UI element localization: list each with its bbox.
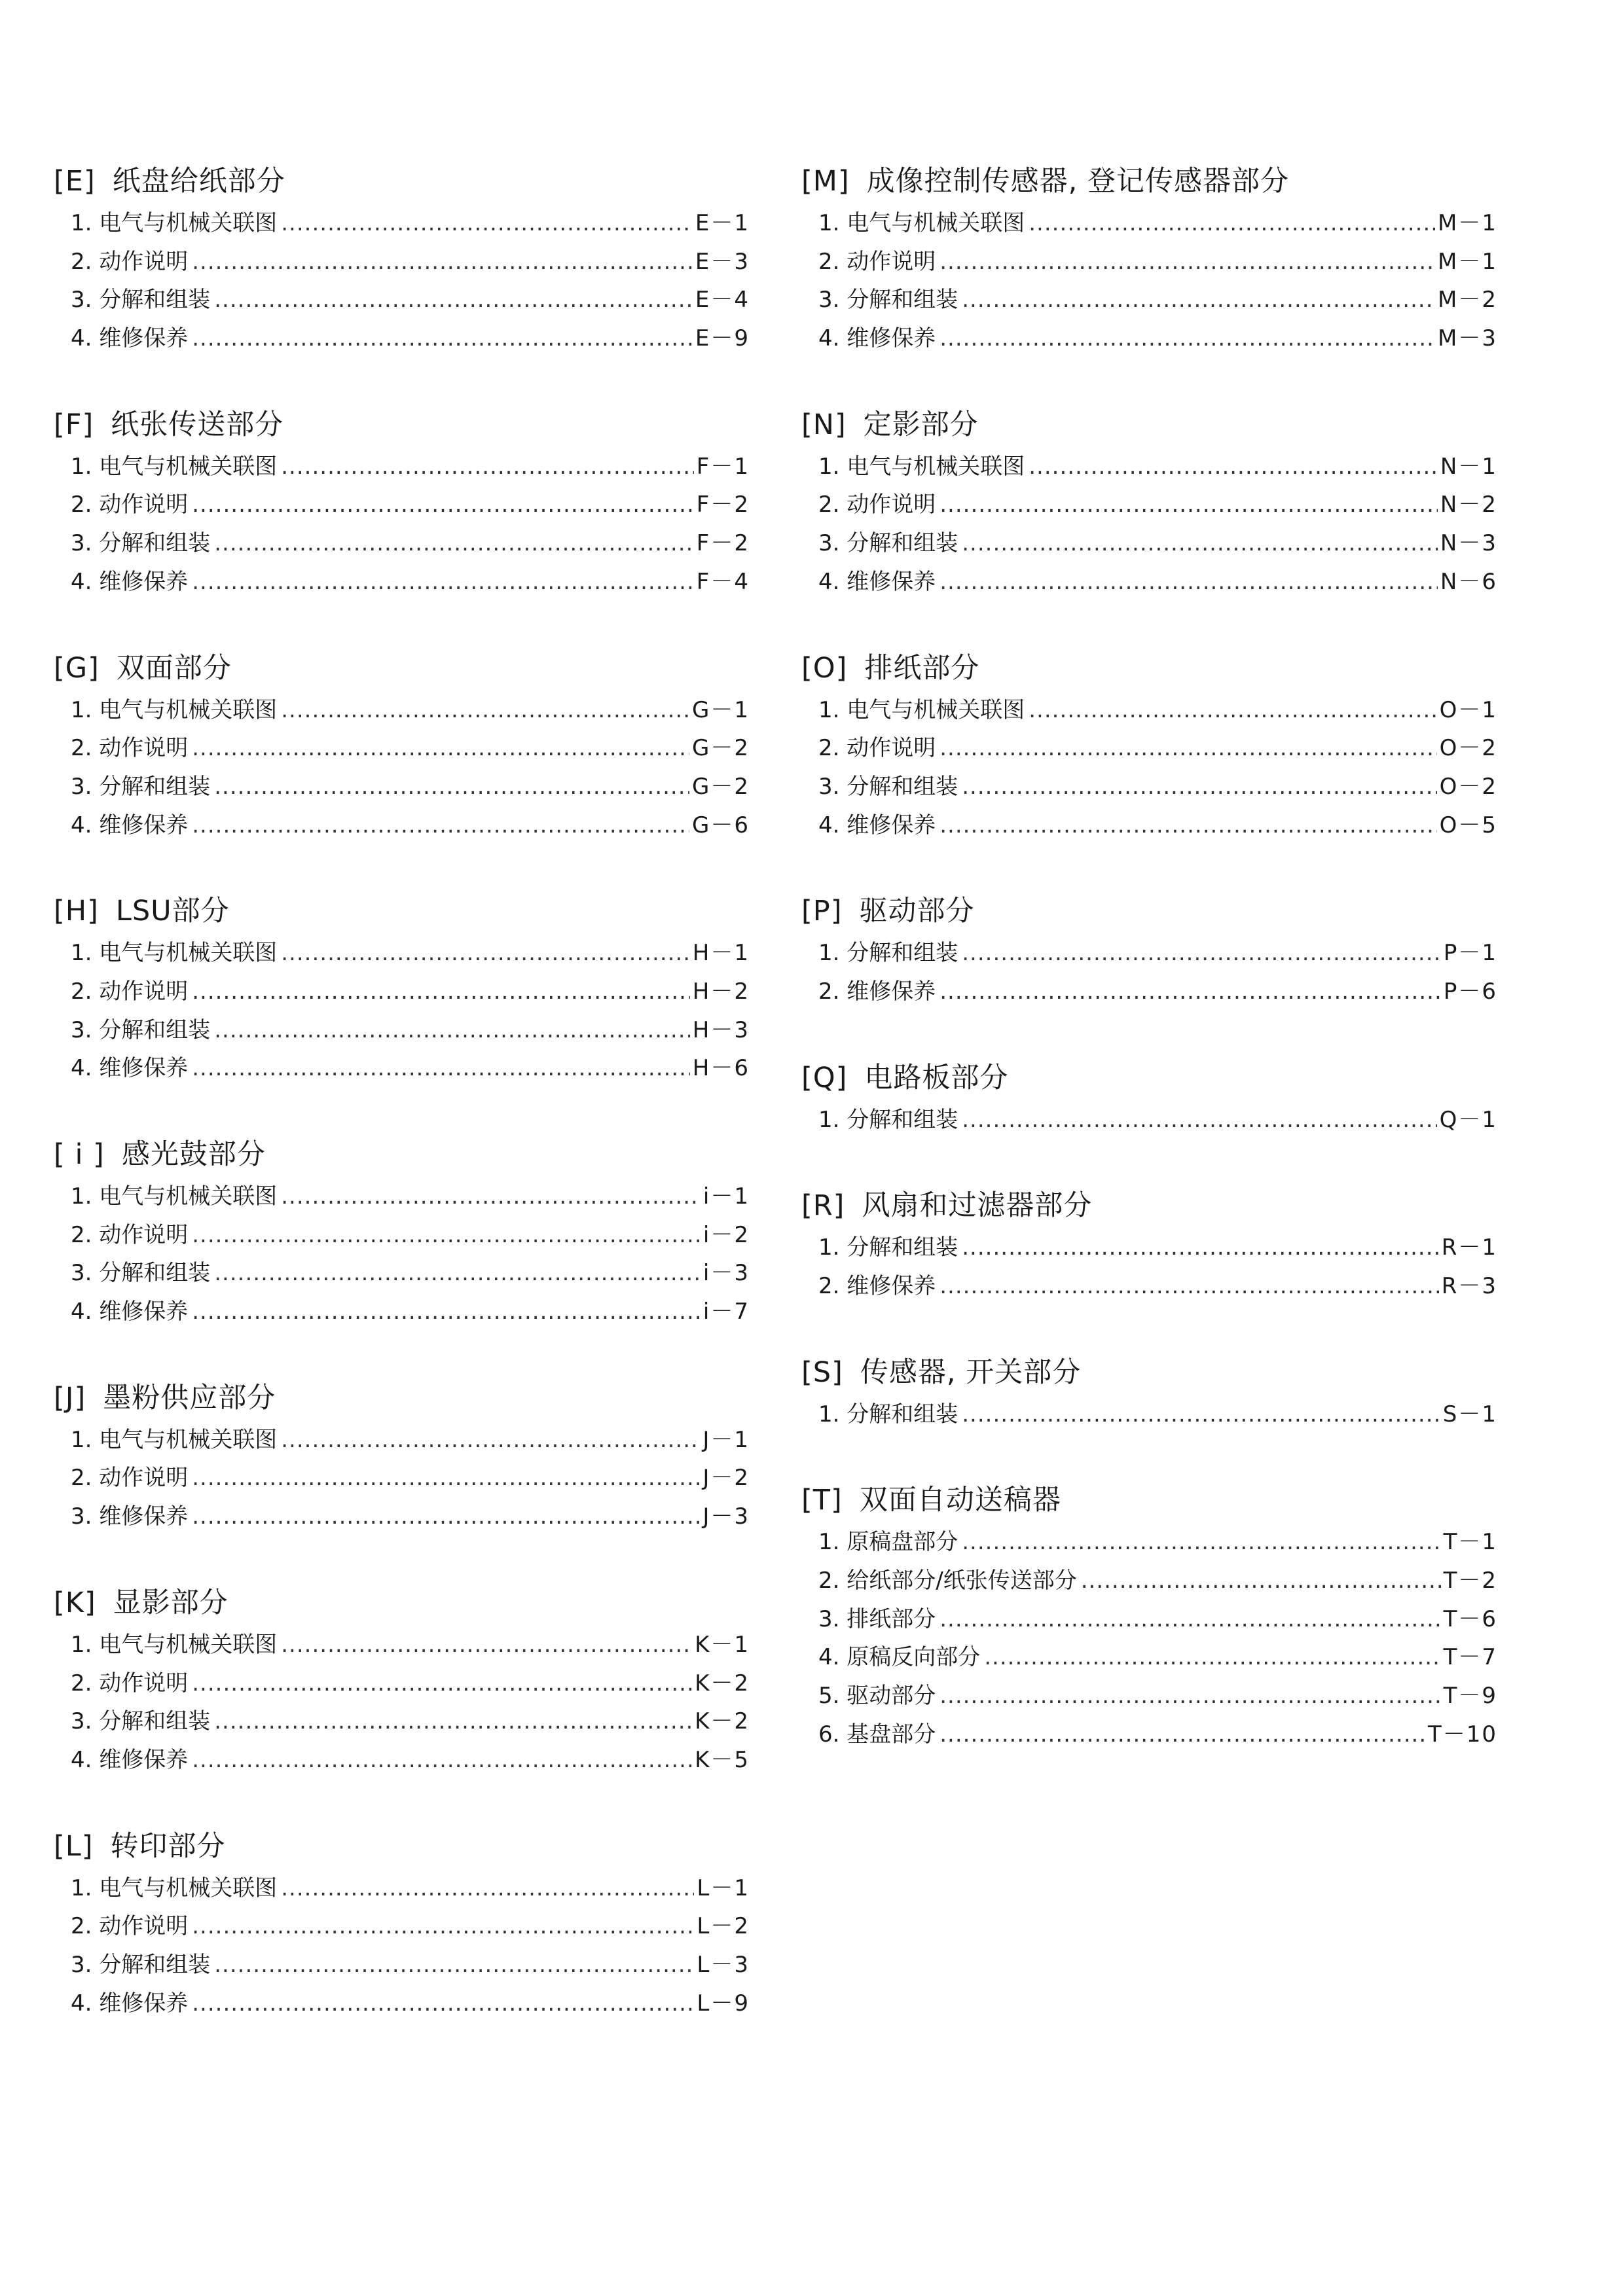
dot-leader — [214, 1254, 701, 1293]
entry-page-number: K－2 — [695, 1708, 750, 1735]
entry-page-number: T－10 — [1427, 1721, 1497, 1748]
toc-entry[interactable] — [54, 1216, 750, 1255]
toc-entry[interactable] — [54, 973, 750, 1011]
entry-page-number: H－6 — [692, 1055, 750, 1082]
entry-page-number: J－3 — [702, 1503, 750, 1530]
entry-page-number: H－3 — [692, 1016, 750, 1043]
entry-page-number: Q－1 — [1439, 1106, 1497, 1133]
toc-entry[interactable] — [54, 204, 750, 243]
toc-section — [801, 1477, 1497, 1753]
toc-entry[interactable] — [54, 1907, 750, 1946]
entry-label: 3. 分解和组装 — [71, 530, 211, 557]
entry-label: 2. 动作说明 — [71, 492, 189, 518]
section-title-text: 驱动部分 — [859, 895, 975, 928]
entry-label: 1. 电气与机械关联图 — [818, 210, 1025, 236]
section-heading — [801, 888, 1497, 934]
toc-entry[interactable] — [54, 1498, 750, 1536]
entry-label: 3. 分解和组装 — [818, 287, 958, 314]
toc-section — [54, 158, 750, 358]
section-code: [Q] — [801, 1061, 848, 1094]
entry-label: 1. 电气与机械关联图 — [818, 453, 1025, 480]
entry-page-number: i－1 — [702, 1183, 750, 1210]
entry-page-number: P－6 — [1443, 978, 1497, 1005]
dot-leader — [281, 1177, 701, 1216]
dot-leader — [192, 1741, 692, 1780]
entry-label: 2. 动作说明 — [818, 735, 936, 762]
toc-entry[interactable] — [54, 1702, 750, 1741]
entry-label: 1. 电气与机械关联图 — [71, 940, 278, 967]
entry-page-number: J－2 — [702, 1465, 750, 1492]
entry-page-number: i－7 — [702, 1299, 750, 1325]
entry-page-number: L－1 — [697, 1874, 750, 1901]
dot-leader — [192, 486, 694, 524]
section-code: [K] — [54, 1586, 96, 1619]
dot-leader — [962, 524, 1438, 563]
toc-entry[interactable] — [801, 934, 1497, 973]
entry-page-number: M－3 — [1438, 325, 1497, 352]
toc-section — [801, 1055, 1497, 1139]
toc-entry[interactable] — [801, 691, 1497, 730]
entry-label: 3. 分解和组装 — [818, 773, 958, 800]
entry-label: 2. 动作说明 — [71, 978, 189, 1005]
section-title-text: 纸张传送部分 — [111, 408, 284, 441]
dot-leader — [939, 319, 1435, 358]
dot-leader — [281, 204, 693, 243]
dot-leader — [192, 1459, 700, 1498]
section-title-text: 感光鼓部分 — [121, 1138, 266, 1171]
toc-section — [801, 158, 1497, 358]
toc-entry[interactable] — [54, 448, 750, 486]
dot-leader — [192, 1907, 694, 1946]
entry-page-number: G－1 — [692, 696, 750, 723]
toc-entry[interactable] — [801, 768, 1497, 806]
entry-label: 2. 给纸部分/纸张传送部分 — [818, 1568, 1077, 1594]
dot-leader — [192, 1216, 701, 1255]
entry-page-number: N－3 — [1440, 530, 1497, 557]
dot-leader — [281, 934, 690, 973]
entry-page-number: G－6 — [692, 812, 750, 838]
entry-label: 1. 分解和组装 — [818, 1401, 958, 1427]
toc-section — [54, 1580, 750, 1780]
section-title-text: 双面自动送稿器 — [859, 1484, 1061, 1517]
section-code: [J] — [54, 1381, 86, 1414]
dot-leader — [281, 1421, 700, 1460]
toc-entry[interactable] — [54, 1459, 750, 1498]
toc-entry[interactable] — [801, 806, 1497, 845]
section-code: [G] — [54, 651, 100, 685]
dot-leader — [962, 1395, 1440, 1434]
dot-leader — [192, 729, 689, 768]
entry-label: 3. 分解和组装 — [71, 1708, 211, 1735]
entry-label: 3. 分解和组装 — [818, 530, 958, 557]
entry-label: 1. 电气与机械关联图 — [71, 696, 278, 723]
entry-page-number: J－1 — [702, 1426, 750, 1453]
entry-page-number: M－2 — [1438, 287, 1497, 314]
entry-label: 2. 动作说明 — [71, 1221, 189, 1248]
dot-leader — [962, 1229, 1438, 1267]
dot-leader — [214, 1011, 690, 1050]
toc-entry[interactable] — [54, 319, 750, 358]
entry-label: 1. 电气与机械关联图 — [71, 210, 278, 236]
toc-entry[interactable] — [54, 1254, 750, 1293]
toc-entry[interactable] — [801, 973, 1497, 1011]
section-heading — [801, 1183, 1497, 1229]
dot-leader — [962, 281, 1435, 319]
entry-page-number: O－5 — [1439, 812, 1497, 838]
toc-entry[interactable] — [801, 563, 1497, 601]
section-code: [L] — [54, 1829, 94, 1863]
toc-section — [54, 1132, 750, 1331]
dot-leader — [1029, 448, 1438, 486]
toc-entry[interactable] — [801, 486, 1497, 524]
entry-label: 2. 动作说明 — [71, 1670, 189, 1696]
entry-page-number: L－2 — [697, 1913, 750, 1940]
section-code: [ i ] — [54, 1138, 105, 1171]
section-title-text: 成像控制传感器, 登记传感器部分 — [866, 165, 1289, 198]
entry-page-number: L－3 — [697, 1951, 750, 1978]
toc-entry[interactable] — [801, 1523, 1497, 1562]
section-code: [H] — [54, 895, 99, 928]
toc-entry[interactable] — [54, 1626, 750, 1664]
dot-leader — [192, 243, 693, 281]
toc-entry[interactable] — [54, 1421, 750, 1460]
toc-entry[interactable] — [54, 1011, 750, 1050]
dot-leader — [214, 1946, 694, 1984]
entry-label: 1. 电气与机械关联图 — [71, 1426, 278, 1453]
toc-entry[interactable] — [54, 1664, 750, 1703]
toc-section — [801, 645, 1497, 845]
entry-page-number: F－2 — [696, 492, 750, 518]
toc-section — [54, 888, 750, 1088]
entry-label: 3. 排纸部分 — [818, 1605, 936, 1632]
entry-label: 3. 分解和组装 — [71, 1260, 211, 1287]
entry-label: 2. 动作说明 — [71, 735, 189, 762]
entry-label: 3. 维修保养 — [71, 1503, 189, 1530]
section-heading — [54, 158, 750, 204]
dot-leader — [984, 1638, 1440, 1677]
dot-leader — [1029, 691, 1436, 730]
dot-leader — [281, 691, 689, 730]
entry-label: 2. 维修保养 — [818, 1273, 936, 1299]
dot-leader — [214, 281, 693, 319]
toc-entry[interactable] — [54, 524, 750, 563]
toc-entry[interactable] — [801, 1562, 1497, 1600]
toc-section — [801, 1183, 1497, 1305]
entry-page-number: T－9 — [1443, 1683, 1497, 1710]
toc-entry[interactable] — [54, 1177, 750, 1216]
dot-leader — [939, 729, 1436, 768]
entry-label: 1. 分解和组装 — [818, 940, 958, 967]
entry-label: 1. 电气与机械关联图 — [818, 696, 1025, 723]
section-title-text: 排纸部分 — [864, 651, 980, 685]
dot-leader — [939, 1715, 1425, 1754]
dot-leader — [192, 319, 693, 358]
entry-page-number: F－2 — [696, 530, 750, 557]
section-heading — [54, 1580, 750, 1626]
entry-label: 6. 基盘部分 — [818, 1721, 936, 1748]
entry-page-number: M－1 — [1438, 210, 1497, 236]
dot-leader — [192, 806, 689, 845]
entry-page-number: O－2 — [1439, 773, 1497, 800]
entry-page-number: E－4 — [695, 287, 750, 314]
toc-entry[interactable] — [54, 1984, 750, 2023]
dot-leader — [192, 1984, 694, 2023]
entry-page-number: O－2 — [1439, 735, 1497, 762]
dot-leader — [962, 768, 1436, 806]
dot-leader — [214, 768, 689, 806]
entry-page-number: T－1 — [1443, 1529, 1497, 1556]
entry-page-number: O－1 — [1439, 696, 1497, 723]
section-code: [P] — [801, 895, 843, 928]
dot-leader — [1081, 1562, 1441, 1600]
section-heading — [801, 1477, 1497, 1523]
section-title-text: 风扇和过滤器部分 — [862, 1189, 1093, 1223]
dot-leader — [962, 1523, 1440, 1562]
entry-label: 4. 维修保养 — [818, 325, 936, 352]
entry-label: 1. 分解和组装 — [818, 1106, 958, 1133]
toc-entry[interactable] — [54, 486, 750, 524]
entry-label: 3. 分解和组装 — [71, 1016, 211, 1043]
entry-label: 3. 分解和组装 — [71, 287, 211, 314]
entry-page-number: E－1 — [695, 210, 750, 236]
entry-label: 4. 原稿反向部分 — [818, 1644, 981, 1671]
toc-right-column — [801, 158, 1497, 1798]
dot-leader — [939, 1677, 1440, 1715]
toc-entry[interactable] — [801, 524, 1497, 563]
toc-left-column — [54, 158, 750, 2066]
entry-label: 2. 动作说明 — [818, 492, 936, 518]
section-heading — [54, 645, 750, 691]
section-title-text: 墨粉供应部分 — [103, 1381, 276, 1414]
dot-leader — [962, 1101, 1436, 1139]
dot-leader — [939, 806, 1436, 845]
section-heading — [54, 1132, 750, 1177]
toc-entry[interactable] — [54, 1946, 750, 1984]
dot-leader — [192, 1498, 700, 1536]
toc-section — [801, 1350, 1497, 1434]
entry-label: 1. 电气与机械关联图 — [71, 1183, 278, 1210]
dot-leader — [1029, 204, 1435, 243]
entry-page-number: K－5 — [695, 1746, 750, 1773]
section-code: [S] — [801, 1355, 843, 1389]
section-code: [M] — [801, 165, 850, 198]
entry-label: 2. 动作说明 — [71, 1465, 189, 1492]
toc-section — [801, 402, 1497, 601]
dot-leader — [939, 1600, 1440, 1639]
entry-label: 4. 维修保养 — [71, 1746, 189, 1773]
section-heading — [801, 1055, 1497, 1101]
entry-label: 4. 维修保养 — [71, 325, 189, 352]
toc-entry[interactable] — [801, 281, 1497, 319]
dot-leader — [281, 1869, 694, 1908]
toc-section — [54, 1375, 750, 1536]
section-title-text: 双面部分 — [116, 651, 232, 685]
entry-page-number: T－7 — [1443, 1644, 1497, 1671]
toc-section — [54, 645, 750, 845]
entry-page-number: F－4 — [696, 568, 750, 595]
dot-leader — [214, 524, 694, 563]
toc-entry[interactable] — [801, 729, 1497, 768]
dot-leader — [939, 1267, 1438, 1306]
section-heading — [54, 402, 750, 448]
toc-entry[interactable] — [54, 691, 750, 730]
toc-entry[interactable] — [54, 934, 750, 973]
section-heading — [54, 888, 750, 934]
section-title-text: 转印部分 — [110, 1829, 226, 1863]
entry-label: 1. 原稿盘部分 — [818, 1529, 958, 1556]
section-title-text: 显影部分 — [113, 1586, 228, 1619]
entry-page-number: M－1 — [1438, 248, 1497, 275]
toc-entry[interactable] — [54, 1869, 750, 1908]
dot-leader — [192, 973, 690, 1011]
toc-entry[interactable] — [801, 243, 1497, 281]
toc-entry[interactable] — [801, 319, 1497, 358]
entry-label: 4. 维修保养 — [71, 568, 189, 595]
entry-page-number: E－3 — [695, 248, 750, 275]
toc-section — [54, 1823, 750, 2023]
entry-label: 2. 动作说明 — [71, 248, 189, 275]
entry-page-number: H－1 — [692, 940, 750, 967]
toc-entry[interactable] — [54, 1293, 750, 1331]
section-heading — [54, 1823, 750, 1869]
entry-label: 1. 分解和组装 — [818, 1234, 958, 1261]
entry-page-number: R－1 — [1441, 1234, 1497, 1261]
entry-label: 2. 维修保养 — [818, 978, 936, 1005]
section-code: [R] — [801, 1189, 845, 1223]
entry-page-number: i－2 — [702, 1221, 750, 1248]
toc-section — [54, 402, 750, 601]
entry-label: 4. 维修保养 — [71, 1990, 189, 2017]
entry-page-number: T－2 — [1443, 1568, 1497, 1594]
toc-section — [801, 888, 1497, 1011]
entry-page-number: F－1 — [696, 453, 750, 480]
entry-page-number: K－2 — [695, 1670, 750, 1696]
section-code: [T] — [801, 1484, 843, 1517]
dot-leader — [281, 1626, 692, 1664]
toc-entry[interactable] — [54, 768, 750, 806]
entry-label: 4. 维修保养 — [818, 568, 936, 595]
section-title-text: 传感器, 开关部分 — [860, 1355, 1082, 1389]
entry-page-number: T－6 — [1443, 1605, 1497, 1632]
toc-entry[interactable] — [801, 1600, 1497, 1639]
section-code: [O] — [801, 651, 848, 685]
dot-leader — [281, 448, 694, 486]
dot-leader — [192, 563, 694, 601]
toc-entry[interactable] — [54, 243, 750, 281]
toc-entry[interactable] — [801, 1638, 1497, 1677]
entry-label: 4. 维修保养 — [71, 812, 189, 838]
entry-label: 2. 动作说明 — [818, 248, 936, 275]
section-title-text: 纸盘给纸部分 — [112, 165, 285, 198]
entry-label: 4. 维修保养 — [71, 1055, 189, 1082]
toc-entry[interactable] — [54, 281, 750, 319]
dot-leader — [939, 563, 1438, 601]
section-code: [E] — [54, 165, 96, 198]
section-heading — [801, 645, 1497, 691]
dot-leader — [192, 1293, 701, 1331]
entry-label: 5. 驱动部分 — [818, 1683, 936, 1710]
toc-entry[interactable] — [54, 729, 750, 768]
toc-entry[interactable] — [801, 204, 1497, 243]
toc-entry[interactable] — [54, 806, 750, 845]
toc-entry[interactable] — [54, 1049, 750, 1088]
entry-label: 1. 电气与机械关联图 — [71, 1631, 278, 1658]
entry-page-number: H－2 — [692, 978, 750, 1005]
entry-page-number: P－1 — [1443, 940, 1497, 967]
toc-entry[interactable] — [801, 1101, 1497, 1139]
entry-label: 3. 分解和组装 — [71, 773, 211, 800]
dot-leader — [939, 243, 1435, 281]
section-heading — [801, 1350, 1497, 1395]
toc-entry[interactable] — [801, 1715, 1497, 1754]
entry-page-number: S－1 — [1442, 1401, 1497, 1427]
entry-page-number: E－9 — [695, 325, 750, 352]
dot-leader — [939, 973, 1441, 1011]
entry-label: 1. 电气与机械关联图 — [71, 453, 278, 480]
section-code: [F] — [54, 408, 94, 441]
toc-entry[interactable] — [801, 1677, 1497, 1715]
entry-page-number: N－1 — [1440, 453, 1497, 480]
entry-page-number: N－2 — [1440, 492, 1497, 518]
entry-label: 3. 分解和组装 — [71, 1951, 211, 1978]
entry-page-number: L－9 — [697, 1990, 750, 2017]
section-code: [N] — [801, 408, 847, 441]
section-heading — [801, 158, 1497, 204]
entry-label: 4. 维修保养 — [818, 812, 936, 838]
entry-label: 1. 电气与机械关联图 — [71, 1874, 278, 1901]
dot-leader — [192, 1664, 692, 1703]
toc-entry[interactable] — [801, 1267, 1497, 1306]
dot-leader — [214, 1702, 692, 1741]
section-title-text: LSU部分 — [115, 895, 230, 928]
entry-label: 4. 维修保养 — [71, 1299, 189, 1325]
dot-leader — [962, 934, 1441, 973]
toc-entry[interactable] — [801, 1229, 1497, 1267]
entry-page-number: K－1 — [695, 1631, 750, 1658]
section-heading — [54, 1375, 750, 1421]
dot-leader — [192, 1049, 690, 1088]
dot-leader — [939, 486, 1438, 524]
toc-entry[interactable] — [54, 563, 750, 601]
section-title-text: 电路板部分 — [864, 1061, 1009, 1094]
entry-page-number: N－6 — [1440, 568, 1497, 595]
entry-label: 2. 动作说明 — [71, 1913, 189, 1940]
entry-page-number: G－2 — [692, 773, 750, 800]
section-title-text: 定影部分 — [863, 408, 979, 441]
toc-entry[interactable] — [801, 1395, 1497, 1434]
toc-entry[interactable] — [54, 1741, 750, 1780]
section-heading — [801, 402, 1497, 448]
toc-entry[interactable] — [801, 448, 1497, 486]
entry-page-number: G－2 — [692, 735, 750, 762]
entry-page-number: R－3 — [1441, 1273, 1497, 1299]
entry-page-number: i－3 — [702, 1260, 750, 1287]
